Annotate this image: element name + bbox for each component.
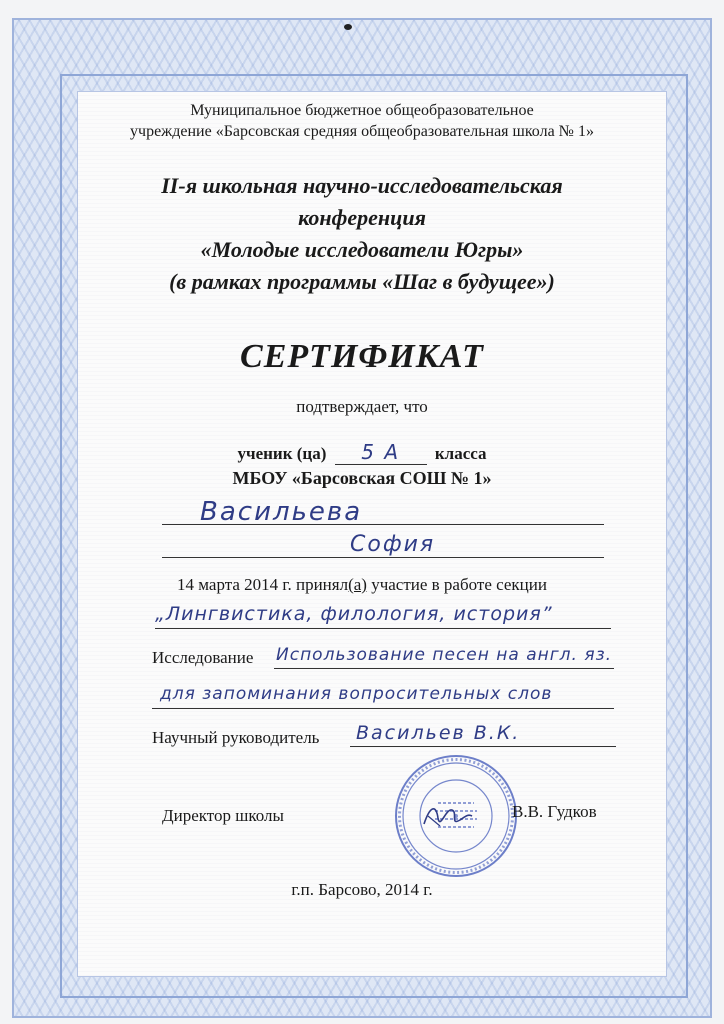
school-name: МБОУ «Барсовская СОШ № 1» (232, 468, 492, 488)
conference-title (0, 170, 724, 298)
place-and-year: г.п. Барсово, 2014 г. (291, 880, 433, 899)
supervisor-handwritten: Васильев В.К. (356, 722, 521, 744)
director-label: Директор школы (162, 806, 284, 825)
class-line (0, 440, 724, 465)
conference-line-4: (в рамках программы «Шаг в будущее») (169, 269, 555, 294)
research-label: Исследование (152, 648, 254, 667)
first-name-handwritten: София (350, 532, 436, 557)
gender-suffix: (а) (348, 575, 367, 594)
participation-text: участие в работе секции (366, 575, 547, 594)
surname-handwritten: Васильева (200, 497, 363, 527)
conference-line-1: II-я школьная научно-исследовательская (161, 173, 563, 198)
confirms-text: подтверждает, что (296, 397, 428, 416)
conference-line-2: конференция (298, 205, 426, 230)
conference-line-3: «Молодые исследователи Югры» (200, 237, 524, 262)
certificate-title: СЕРТИФИКАТ (240, 338, 484, 375)
research-handwritten-2: для запоминания вопросительных слов (160, 684, 553, 704)
organization-header (0, 100, 724, 142)
student-label: ученик (ца) (237, 444, 327, 463)
director-signature (416, 796, 476, 841)
research-handwritten-1: Использование песен на англ. яз. (276, 645, 613, 665)
participation-line (0, 575, 724, 595)
supervisor-label: Научный руководитель (152, 728, 320, 747)
scan-speck (344, 24, 352, 30)
section-handwritten: „Лингвистика, филология, история” (155, 603, 553, 625)
date-text: 14 марта 2014 г. принял (177, 575, 349, 594)
director-name: В.В. Гудков (512, 802, 597, 821)
organization-line-2: учреждение «Барсовская средняя общеобразовательная школа № 1» (130, 123, 594, 140)
class-value: 5 А (335, 440, 427, 465)
organization-line-1: Муниципальное бюджетное общеобразовательное (190, 102, 534, 119)
class-label: класса (434, 444, 487, 463)
